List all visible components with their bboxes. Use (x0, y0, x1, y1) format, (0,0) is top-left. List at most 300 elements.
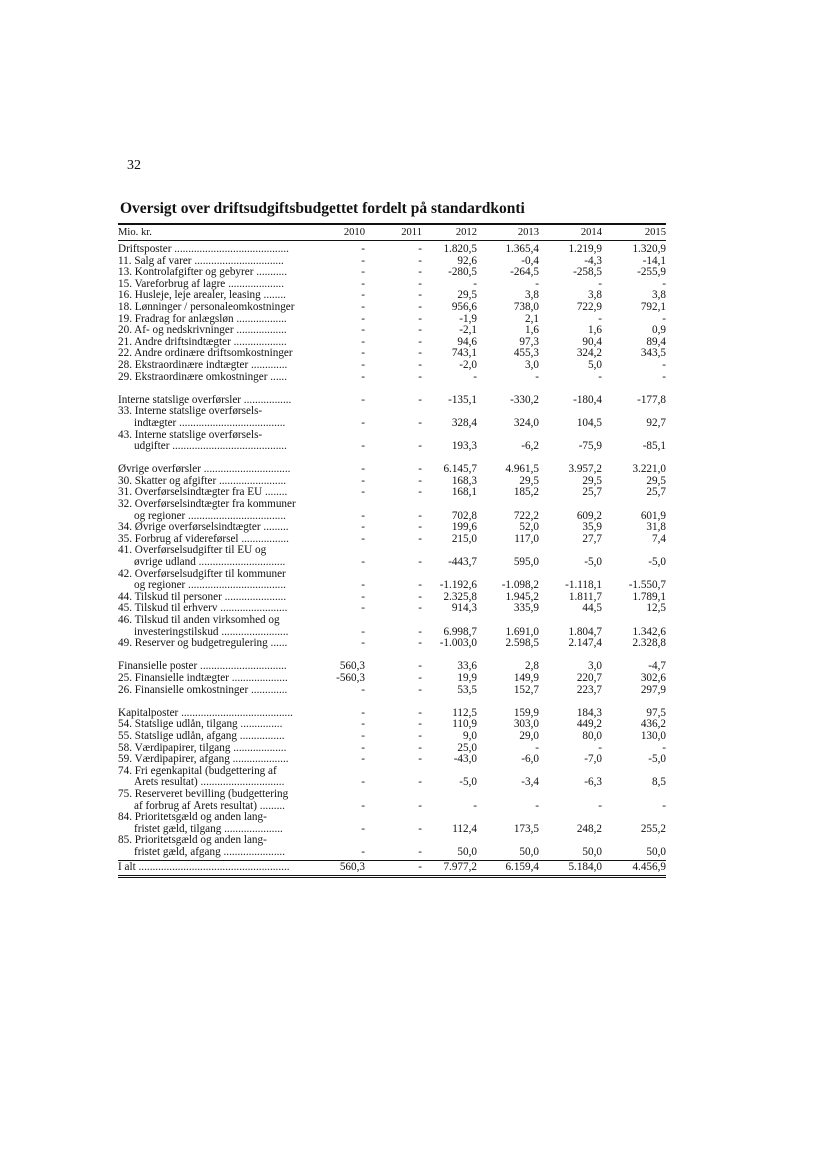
cell-value: -85,1 (642, 440, 666, 453)
cell-value: 29,5 (582, 474, 602, 487)
cell-value: 6.145,7 (443, 463, 477, 476)
cell-value: -43,0 (453, 753, 477, 766)
cell-value: - (361, 300, 365, 313)
row-label: 75. Reserveret bevilling (budgettering (118, 788, 289, 800)
cell-value: 609,2 (576, 509, 602, 522)
cell-value: - (361, 289, 365, 302)
cell-value: -5,0 (584, 556, 602, 569)
cell-value: - (361, 312, 365, 325)
cell-value (324, 812, 365, 824)
cell-value: 1.945,2 (505, 590, 539, 603)
cell-value: - (418, 683, 422, 696)
table-row (118, 395, 666, 407)
row-label: 54. Statslige udlån, tilgang ............... (118, 719, 283, 731)
cell-value (477, 812, 539, 824)
cell-value: 220,7 (576, 671, 602, 684)
cell-value: 3,0 (588, 660, 602, 673)
cell-value (539, 615, 602, 627)
cell-value: 33,6 (457, 660, 477, 673)
table-row (118, 557, 666, 569)
row-label: 30. Skatter og afgifter ........................ (118, 475, 287, 487)
cell-value: 1.320,9 (632, 243, 666, 255)
total-value: 6.159,4 (505, 861, 539, 874)
cell-value: - (418, 532, 422, 545)
row-label: 33. Interne statslige overførsels- (118, 406, 263, 418)
cell-value: 3,0 (525, 358, 539, 371)
cell-value: - (418, 463, 422, 476)
cell-value (477, 615, 539, 627)
cell-value: 9,0 (463, 729, 477, 742)
cell-value: - (361, 625, 365, 638)
row-label: 26. Finansielle omkostninger ............. (118, 684, 288, 696)
cell-value: 324,0 (513, 416, 539, 429)
cell-value: 2.147,4 (568, 637, 602, 650)
cell-value: - (418, 637, 422, 650)
group-spacer (118, 650, 666, 662)
cell-value: 722,2 (513, 509, 539, 522)
cell-value (365, 835, 422, 847)
total-value: 7.977,2 (443, 861, 477, 874)
cell-value: 92,6 (457, 254, 477, 267)
cell-value: -264,5 (510, 266, 539, 279)
cell-value: - (662, 799, 666, 812)
cell-value: 1,6 (588, 324, 602, 337)
cell-value: 248,2 (576, 822, 602, 835)
row-label: og regioner ................................... (134, 510, 286, 522)
cell-value: 0,9 (652, 324, 666, 337)
cell-value: 152,7 (513, 683, 539, 696)
cell-value: 50,0 (457, 845, 477, 858)
cell-value: 3,8 (525, 289, 539, 302)
row-label: 16. Husleje, leje arealer, leasing ........ (118, 290, 286, 302)
cell-value: 199,6 (451, 521, 477, 534)
page-number: 32 (127, 158, 141, 173)
cell-value: - (662, 358, 666, 371)
table-row (118, 615, 666, 627)
group-spacer (118, 696, 666, 708)
cell-value: - (418, 590, 422, 603)
cell-value: -5,0 (459, 776, 477, 789)
cell-value (365, 569, 422, 581)
cell-value: - (361, 799, 365, 812)
row-label: 32. Overførselsindtægter fra kommuner (118, 499, 296, 511)
table-row (118, 731, 666, 743)
cell-value: -1.003,0 (439, 637, 477, 650)
cell-value: 89,4 (646, 335, 666, 348)
cell-value (477, 499, 539, 511)
table-row (118, 673, 666, 685)
cell-value: -1.192,6 (439, 579, 477, 592)
table-row (118, 325, 666, 337)
cell-value: - (361, 683, 365, 696)
row-label: 74. Fri egenkapital (budgettering af (118, 765, 277, 777)
row-label: Årets resultat) .............................. (134, 777, 285, 789)
cell-value: - (361, 440, 365, 453)
cell-value: - (473, 799, 477, 812)
row-label: fristet gæld, tilgang ..................... (134, 823, 283, 835)
cell-value: -7,0 (584, 753, 602, 766)
cell-value (324, 499, 365, 511)
row-label: 55. Statslige udlån, afgang ................ (118, 730, 285, 742)
cell-value: 50,0 (646, 845, 666, 858)
cell-value: - (418, 799, 422, 812)
table-body (118, 241, 666, 858)
cell-value: 130,0 (640, 729, 666, 742)
cell-value: 25,7 (646, 486, 666, 499)
cell-value: 914,3 (451, 602, 477, 615)
row-label: indtægter ...................................... (134, 417, 286, 429)
cell-value: 297,9 (640, 683, 666, 696)
cell-value: 449,2 (576, 718, 602, 731)
cell-value (602, 789, 666, 801)
row-label: 84. Prioritetsgæld og anden lang- (118, 812, 267, 824)
header-year-2012: 2012 (455, 227, 477, 238)
cell-value: - (418, 416, 422, 429)
cell-value: 223,7 (576, 683, 602, 696)
page-title: Oversigt over driftsudgiftsbudgettet fordelt på standardkonti (120, 200, 525, 217)
cell-value: - (361, 335, 365, 348)
cell-value: 12,5 (646, 602, 666, 615)
cell-value: -3,4 (521, 776, 539, 789)
table-row (118, 348, 666, 360)
header-label: Mio. kr. (118, 227, 152, 238)
row-label: Finansielle poster ............................... (118, 661, 287, 673)
cell-value: 6.998,7 (443, 625, 477, 638)
row-label: 46. Tilskud til anden virksomhed og (118, 615, 280, 626)
cell-value: 2.328,8 (632, 637, 666, 650)
row-label: 28. Ekstraordinære indtægter ............. (118, 359, 288, 371)
cell-value: - (361, 822, 365, 835)
cell-value: 112,5 (452, 706, 477, 719)
cell-value: 52,0 (519, 521, 539, 534)
cell-value: - (418, 312, 422, 325)
table-row (118, 279, 666, 291)
cell-value: - (418, 556, 422, 569)
cell-value: -258,5 (573, 266, 602, 279)
cell-value: -1,9 (459, 312, 477, 325)
cell-value: - (418, 254, 422, 267)
cell-value: - (535, 277, 539, 290)
cell-value: - (361, 243, 365, 255)
row-label: 44. Tilskud til personer ...................... (118, 591, 287, 603)
cell-value: 255,2 (640, 822, 666, 835)
cell-value: - (361, 521, 365, 534)
cell-value: - (473, 370, 477, 383)
cell-value: - (418, 660, 422, 673)
cell-value: -180,4 (573, 393, 602, 406)
cell-value: - (418, 347, 422, 360)
cell-value: - (418, 706, 422, 719)
cell-value: -330,2 (510, 393, 539, 406)
cell-value: 173,5 (513, 822, 539, 835)
cell-value: 25,7 (582, 486, 602, 499)
row-label: 59. Værdipapirer, afgang .................... (118, 754, 289, 766)
cell-value: -4,3 (584, 254, 602, 267)
cell-value (602, 499, 666, 511)
table-row (118, 847, 666, 859)
row-label: Øvrige overførsler ............................... (118, 464, 291, 476)
table-header (118, 225, 666, 240)
cell-value: - (418, 300, 422, 313)
cell-value: - (418, 776, 422, 789)
cell-value: 97,5 (646, 706, 666, 719)
cell-value: -1.098,2 (501, 579, 539, 592)
cell-value: -443,7 (448, 556, 477, 569)
table-row (118, 418, 666, 430)
cell-value: - (361, 590, 365, 603)
cell-value: - (418, 718, 422, 731)
cell-value: - (418, 324, 422, 337)
cell-value: 1.804,7 (568, 625, 602, 638)
row-label: 25. Finansielle indtægter .................... (118, 672, 288, 684)
cell-value: 1.691,0 (505, 625, 539, 638)
cell-value (422, 499, 477, 511)
cell-value: - (418, 753, 422, 766)
cell-value: - (418, 474, 422, 487)
cell-value: 601,9 (640, 509, 666, 522)
row-label: af forbrug af Årets resultat) ......... (134, 800, 285, 812)
cell-value: 184,3 (576, 706, 602, 719)
cell-value: 35,9 (582, 521, 602, 534)
cell-value: - (418, 277, 422, 290)
cell-value: 97,3 (519, 335, 539, 348)
cell-value: - (361, 474, 365, 487)
cell-value: - (598, 799, 602, 812)
row-label: 22. Andre ordinære driftsomkostninger (118, 348, 293, 360)
cell-value: -14,1 (642, 254, 666, 267)
cell-value: 94,6 (457, 335, 477, 348)
table-row (118, 534, 666, 546)
cell-value: - (361, 463, 365, 476)
cell-value: 956,6 (451, 300, 477, 313)
cell-value: 80,0 (582, 729, 602, 742)
cell-value: -2,0 (459, 358, 477, 371)
table-row (118, 603, 666, 615)
cell-value: 792,1 (640, 300, 666, 313)
cell-value: 90,4 (582, 335, 602, 348)
cell-value: - (598, 741, 602, 754)
cell-value: 302,6 (640, 671, 666, 684)
table-row (118, 302, 666, 314)
cell-value: 738,0 (513, 300, 539, 313)
cell-value (422, 615, 477, 627)
cell-value: - (418, 243, 422, 255)
cell-value: -5,0 (648, 753, 666, 766)
header-year-2010: 2010 (343, 227, 365, 238)
cell-value: - (361, 706, 365, 719)
table-row (118, 801, 666, 813)
cell-value (365, 615, 422, 627)
cell-value: 110,9 (452, 718, 477, 731)
row-label: 18. Lønninger / personaleomkostninger (118, 301, 295, 313)
table-row (118, 638, 666, 650)
cell-value (365, 812, 422, 824)
cell-value: - (418, 845, 422, 858)
cell-value: - (418, 579, 422, 592)
row-label: 49. Reserver og budgetregulering ...... (118, 638, 288, 650)
cell-value: 595,0 (513, 556, 539, 569)
cell-value: - (361, 393, 365, 406)
cell-value: 2,8 (525, 660, 539, 673)
cell-value: - (418, 358, 422, 371)
row-label: 15. Vareforbrug af lagre .................... (118, 278, 285, 290)
cell-value: - (361, 266, 365, 279)
cell-value: 193,3 (451, 440, 477, 453)
cell-value: 2.598,5 (505, 637, 539, 650)
cell-value (365, 406, 422, 418)
cell-value: -5,0 (648, 556, 666, 569)
row-label: og regioner ................................... (134, 580, 286, 592)
table-row (118, 499, 666, 511)
table-row (118, 487, 666, 499)
row-label: 34. Øvrige overførselsindtægter ......... (118, 522, 289, 534)
group-spacer (118, 383, 666, 395)
cell-value: 19,9 (457, 671, 477, 684)
cell-value: - (418, 440, 422, 453)
cell-value (539, 499, 602, 511)
cell-value: 560,3 (339, 660, 365, 673)
cell-value: -560,3 (336, 671, 365, 684)
cell-value (324, 545, 365, 557)
cell-value: 50,0 (582, 845, 602, 858)
table-row (118, 789, 666, 801)
row-label: 19. Fradrag for anlægsløn .................. (118, 313, 287, 325)
budget-table (118, 223, 666, 878)
table-bottom-rule (118, 875, 666, 878)
cell-value: -135,1 (448, 393, 477, 406)
cell-value: 8,5 (652, 776, 666, 789)
cell-value (365, 789, 422, 801)
cell-value: - (361, 277, 365, 290)
cell-value: - (662, 370, 666, 383)
cell-value: 50,0 (519, 845, 539, 858)
cell-value: - (361, 729, 365, 742)
header-year-2015: 2015 (644, 227, 666, 238)
cell-value: - (418, 671, 422, 684)
cell-value: 722,9 (576, 300, 602, 313)
row-label: 11. Salg af varer ................................ (118, 255, 284, 267)
row-label: 85. Prioritetsgæld og anden lang- (118, 835, 267, 847)
total-row (118, 861, 666, 875)
cell-value: 168,1 (451, 486, 477, 499)
cell-value: 31,8 (646, 521, 666, 534)
row-label: Kapitalposter ........................................ (118, 707, 293, 719)
table-row (118, 777, 666, 789)
cell-value: - (361, 776, 365, 789)
cell-value: 743,1 (451, 347, 477, 360)
cell-value: - (418, 509, 422, 522)
cell-value: - (361, 579, 365, 592)
row-label: fristet gæld, afgang ...................... (134, 846, 286, 858)
cell-value: -177,8 (637, 393, 666, 406)
cell-value: - (418, 521, 422, 534)
cell-value: 2,1 (525, 312, 539, 325)
cell-value: - (361, 532, 365, 545)
cell-value (365, 766, 422, 778)
row-label: 42. Overførselsudgifter til kommuner (118, 568, 286, 580)
cell-value: 303,0 (513, 718, 539, 731)
cell-value: -0,4 (521, 254, 539, 267)
cell-value (324, 835, 365, 847)
cell-value: - (361, 845, 365, 858)
cell-value: - (418, 266, 422, 279)
cell-value: 27,7 (582, 532, 602, 545)
table-row (118, 754, 666, 766)
cell-value: 29,0 (519, 729, 539, 742)
table-row (118, 314, 666, 326)
cell-value: - (361, 637, 365, 650)
cell-value: - (418, 486, 422, 499)
cell-value: - (418, 289, 422, 302)
cell-value: - (535, 741, 539, 754)
cell-value: - (535, 799, 539, 812)
cell-value: 168,3 (451, 474, 477, 487)
row-label: Interne statslige overførsler ................. (118, 394, 292, 406)
cell-value: 3.957,2 (568, 463, 602, 476)
cell-value: -1.550,7 (628, 579, 666, 592)
cell-value: - (418, 625, 422, 638)
table-row (118, 372, 666, 384)
table-row (118, 685, 666, 697)
row-label: 20. Af- og nedskrivninger .................. (118, 325, 287, 337)
cell-value (365, 545, 422, 557)
total-label: I alt ...................................................... (118, 862, 290, 874)
cell-value: -2,1 (459, 324, 477, 337)
total-value: 5.184,0 (568, 861, 602, 874)
cell-value: 215,0 (451, 532, 477, 545)
header-year-2014: 2014 (580, 227, 602, 238)
cell-value: - (418, 335, 422, 348)
cell-value: - (598, 312, 602, 325)
cell-value: - (361, 753, 365, 766)
cell-value (539, 789, 602, 801)
cell-value: 104,5 (576, 416, 602, 429)
cell-value: - (361, 358, 365, 371)
cell-value (324, 766, 365, 778)
cell-value: - (473, 277, 477, 290)
cell-value: 7,4 (652, 532, 666, 545)
cell-value: 29,5 (519, 474, 539, 487)
cell-value: -255,9 (637, 266, 666, 279)
table-row (118, 360, 666, 372)
cell-value: - (361, 486, 365, 499)
cell-value: - (361, 370, 365, 383)
cell-value: - (361, 556, 365, 569)
cell-value: 1.342,6 (632, 625, 666, 638)
cell-value (539, 812, 602, 824)
table-row (118, 812, 666, 824)
cell-value: - (361, 416, 365, 429)
cell-value: 335,9 (513, 602, 539, 615)
table-row (118, 244, 666, 256)
total-value: - (418, 861, 422, 874)
cell-value: 112,4 (452, 822, 477, 835)
row-label: øvrige udland ............................... (134, 557, 286, 569)
cell-value (602, 812, 666, 824)
cell-value: - (598, 370, 602, 383)
cell-value: - (418, 729, 422, 742)
row-label: 29. Ekstraordinære omkostninger ...... (118, 371, 288, 383)
row-label: 21. Andre driftsindtægter ................... (118, 336, 287, 348)
cell-value: 3.221,0 (632, 463, 666, 476)
cell-value: - (662, 312, 666, 325)
table-row (118, 441, 666, 453)
cell-value: - (361, 602, 365, 615)
cell-value: 1.219,9 (568, 243, 602, 255)
cell-value: - (662, 741, 666, 754)
cell-value (324, 569, 365, 581)
cell-value: 1,6 (525, 324, 539, 337)
